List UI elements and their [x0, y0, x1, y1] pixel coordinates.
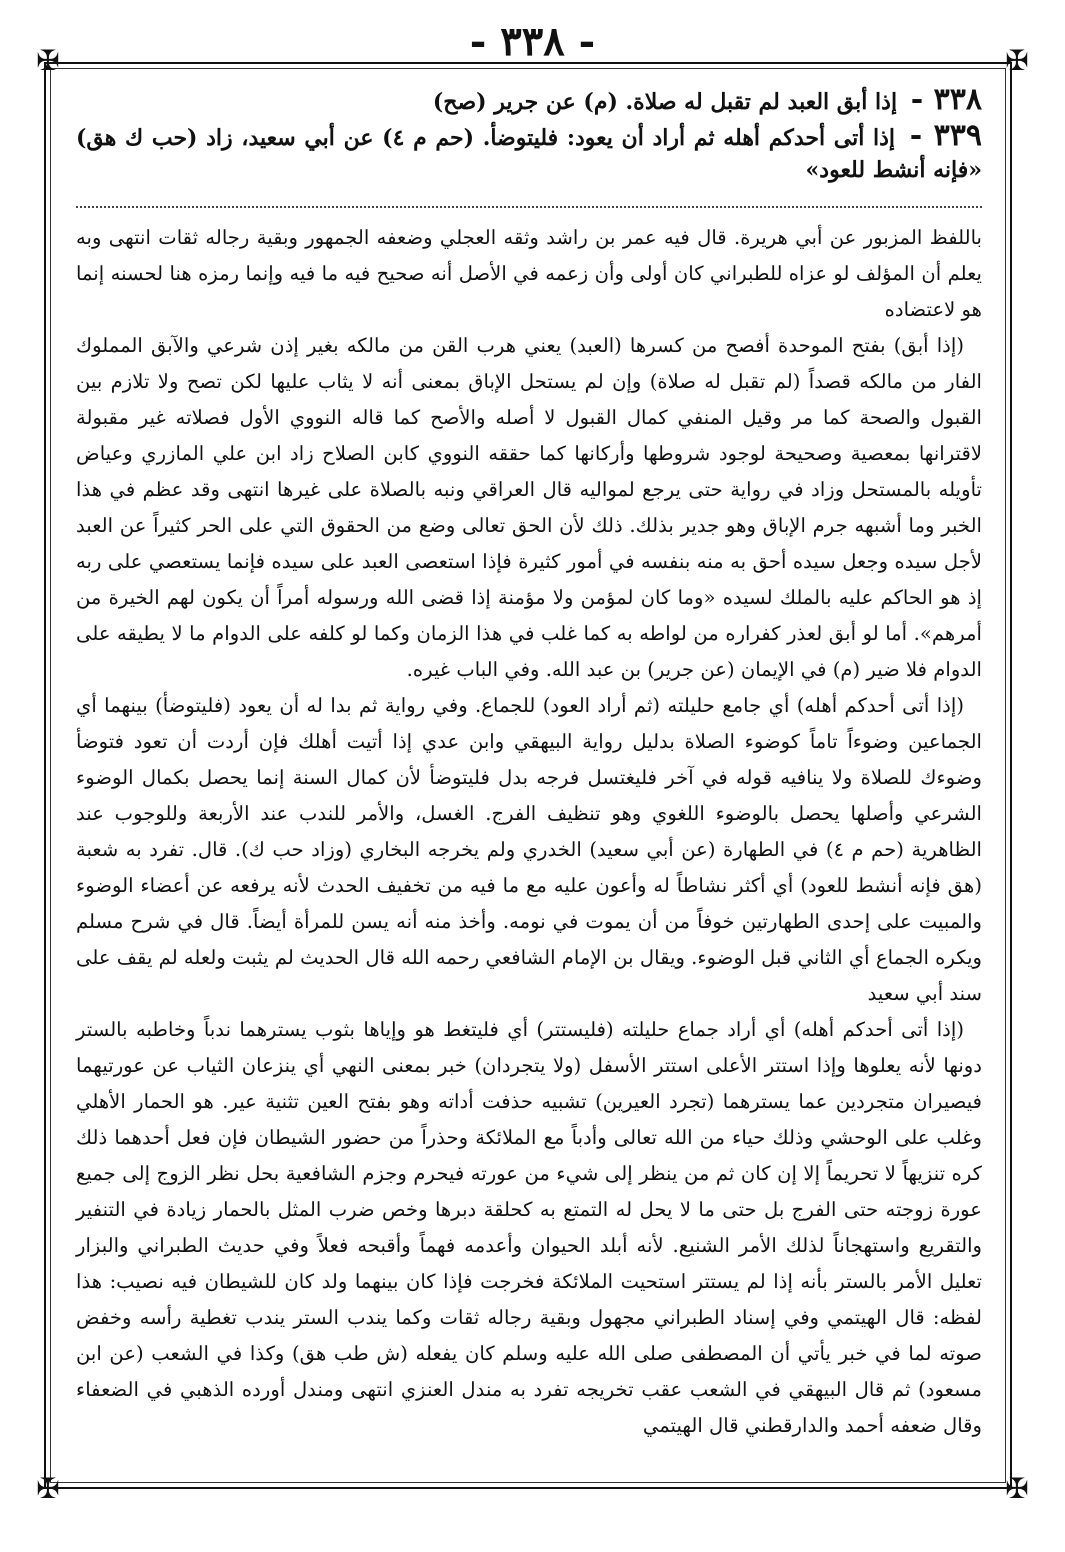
cross-ornament-icon: ✠	[36, 1472, 60, 1505]
hadith-text: إذا أبق العبد لم تقبل له صلاة. (م) عن جرير (صح)	[432, 89, 898, 115]
commentary-paragraph: باللفظ المزبور عن أبي هريرة. قال فيه عمر بن راشد وثقه العجلي وضعفه الجمهور وبقية رجاله ثقات انتهى وبه يعلم أن المؤلف لو عزاه للطبراني كان أولى وأن زعمه في الأصل أنه صحيح فيه ما فيه وإنما رمزه هنا لحسنه إنما هو لاعتضاده	[76, 226, 982, 321]
hadith-number: ٣٣٩ -	[909, 118, 982, 153]
section-divider	[76, 206, 982, 208]
page-number: - ٣٣٨ -	[469, 18, 596, 65]
hadith-entry	[76, 84, 982, 118]
page-content	[76, 84, 982, 1444]
commentary-paragraph: (إذا أتى أحدكم أهله) أي أراد جماع حليلته (فليستتر) أي فليتغط هو وإياها بثوب يسترهما ندباً وخاطبه بالستر دونها لأنه يعلوها وإذا استتر الأعلى استتر الأسفل (ولا يتجردان) خبر بمعنى النهي أي ينزعان الثياب عن عورتيهما فيصيران متجردين عما يسترهما (تجرد العيرين) تشبيه حذفت أداته وهو بفتح العين تثنية عير. هو الحمار الأهلي وغلب على الوحشي وذلك حياء من الله تعالى وأدباً مع الملائكة وحذراً من حضور الشيطان فإن فعل أحدهما ذلك كره تنزيهاً لا تحريماً إلا إن كان ثم من ينظر إلى شيء من عورته فيحرم وجزم الشافعية بحل نظر الزوج إلى جميع عورة زوجته حتى الفرج بل حتى ما لا يحل له التمتع به كحلقة دبرها وخص ضرب المثل بالحمار زيادة في التنفير والتقريع واستهجاناً لذلك الأمر الشنيع. لأنه أبلد الحيوان وأعدمه فهماً وأقبحه فعلاً وفي حديث الطبراني والبزار تعليل الأمر بالستر بأنه إذا لم يستتر استحيت الملائكة فخرجت فإذا كان بينهما ولد كان للشيطان فيه نصيب: هذا لفظه: قال الهيتمي وفي إسناد الطبراني مجهول وبقية رجاله ثقات وكما يندب الستر يندب تغطية رأسه وخفض صوته لما في خبر يأتي أن المصطفى صلى الله عليه وسلم كان يفعله (ش طب هق) وكذا في الشعب (عن ابن مسعود) ثم قال البيهقي في الشعب عقب تخريجه تفرد به مندل العنزي انتهى ومندل أورده الذهبي في الضعفاء وقال ضعفه أحمد والدارقطني قال الهيتمي	[76, 1018, 982, 1437]
cross-ornament-icon: ✠	[36, 44, 60, 77]
hadith-number: ٣٣٨ -	[910, 82, 982, 117]
commentary-paragraph: (إذا أتى أحدكم أهله) أي جامع حليلته (ثم أراد العود) للجماع. وفي رواية ثم بدا له أن يعود (فليتوضأ) بينهما أي الجماعين وضوءاً تاماً كوضوء الصلاة بدليل رواية البيهقي وابن عدي إذا أتيت أهلك فإن أردت أن تعود فتوضأ وضوءك للصلاة ولا ينافيه قوله في آخر فليغتسل فرجه بدل فليتوضأ لأن كمال السنة إنما يحصل بكمال الوضوء الشرعي وأصلها يحصل بالوضوء اللغوي وهو تنظيف الفرج. الغسل، والأمر للندب عند الأربعة وللوجوب عند الظاهرية (حم م ٤) في الطهارة (عن أبي سعيد) الخدري ولم يخرجه البخاري (وزاد حب ك). قال. تفرد به شعبة (هق فإنه أنشط للعود) أي أكثر نشاطاً له وأعون عليه مع ما فيه من تخفيف الحدث لأنه يرفعه عن أعضاء الوضوء والمبيت على إحدى الطهارتين خوفاً من أن يموت في نومه. وأخذ منه أنه يسن للمرأة أيضاً. قال في شرح مسلم ويكره الجماع أي الثاني قبل الوضوء. ويقال بن الإمام الشافعي رحمه الله قال الحديث لم يثبت ولعله لم يقف على سند أبي سعيد	[76, 694, 982, 1005]
cross-ornament-icon: ✠	[1005, 44, 1029, 77]
hadith-text: إذا أتى أحدكم أهله ثم أراد أن يعود: فليتوضأ. (حم م ٤) عن أبي سعيد، زاد (حب ك هق) «فإنه أنشط للعود»	[76, 125, 982, 183]
hadith-entry	[76, 120, 982, 186]
cross-ornament-icon: ✠	[1005, 1472, 1029, 1505]
commentary-paragraph: (إذا أبق) بفتح الموحدة أفصح من كسرها (العبد) يعني هرب القن من مالكه بغير إذن شرعي والآبق المملوك الفار من مالكه قصداً (لم تقبل له صلاة) وإن لم يستحل الإباق بمعنى أنه لا يثاب عليها لكن تصح ولا تلازم بين القبول والصحة كما مر وقيل المنفي كمال القبول لا أصله والأصح كما قاله النووي الأول فصلاته غير مقبولة لاقترانها بمعصية وصحيحة لوجود شروطها وأركانها كما حققه النووي كابن الصلاح زاد ابن علي المازري وعياض تأويله بالمستحل وزاد في رواية حتى يرجع لمواليه قال العراقي ونبه بالصلاة على غيرها انتهى وقد عظم في هذا الخبر وما أشبهه جرم الإباق وهو جدير بذلك. ذلك لأن الحق تعالى وضع من الحقوق التي على الحر كثيراً عن العبد لأجل سيده وجعل سيده أحق به منه بنفسه في أمور كثيرة فإذا استعصى العبد على سيده فإنما يستعصي على ربه إذ هو الحاكم عليه بالملك لسيده «وما كان لمؤمن ولا مؤمنة إذا قضى الله ورسوله أمراً أن يكون لهم الخيرة من أمرهم». أما لو أبق لعذر كفراره من لواطه به كما غلب في هذا الزمان وكما لو كلفه على الدوام ما لا يطيقه على الدوام فلا ضير (م) في الإيمان (عن جرير) بن عبد الله. وفي الباب غيره.	[76, 334, 982, 681]
